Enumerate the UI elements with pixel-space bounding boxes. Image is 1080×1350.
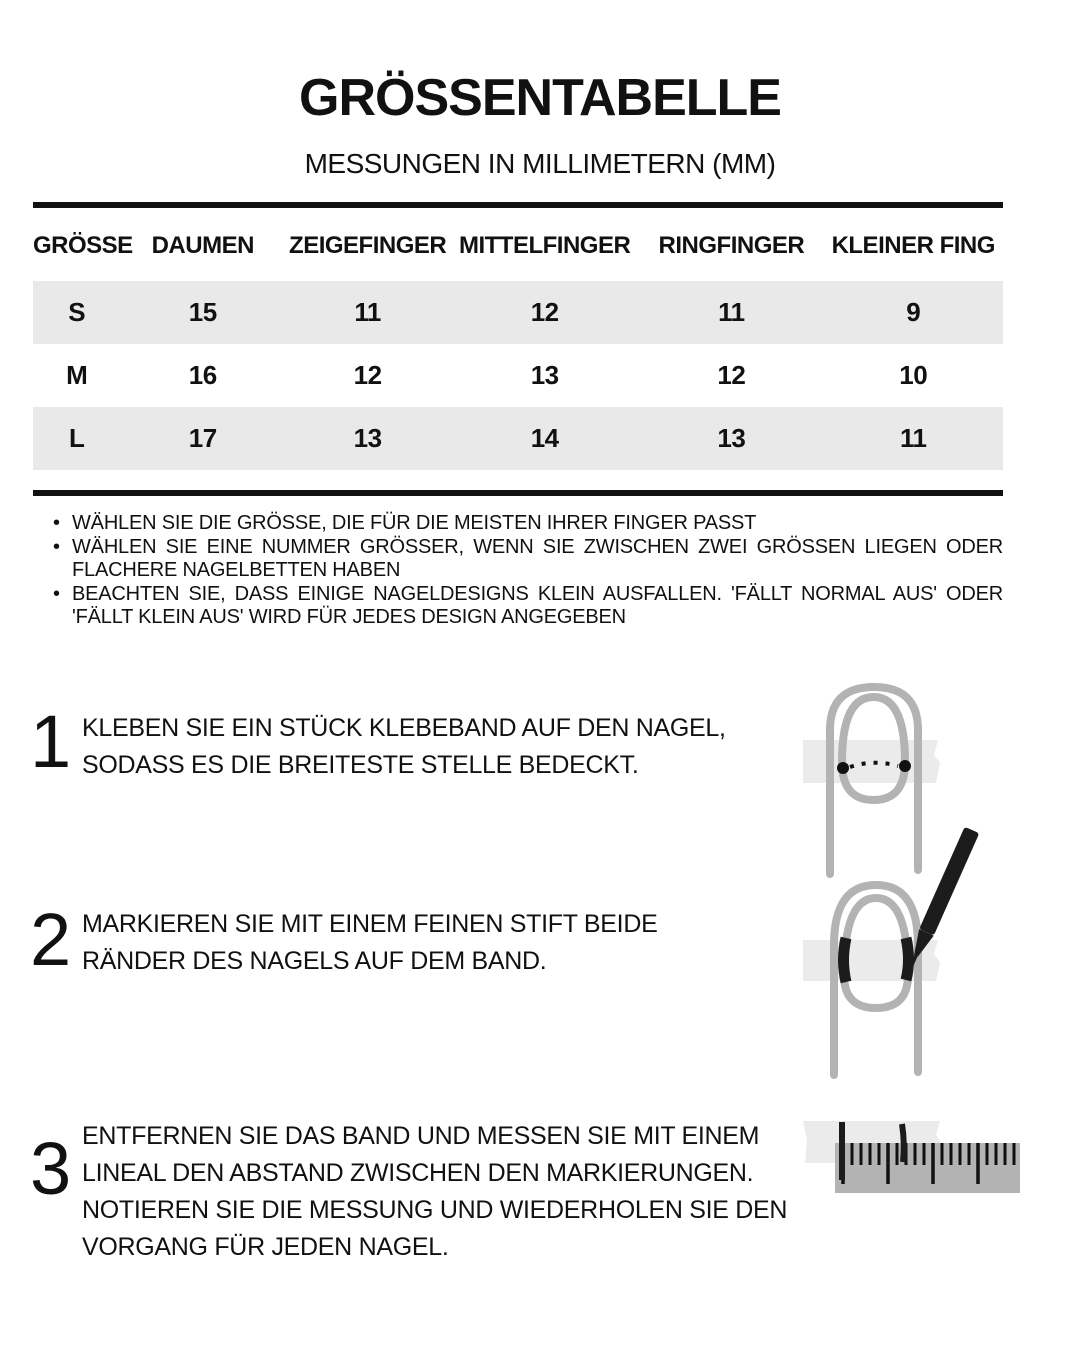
table-row-size-l bbox=[33, 407, 1003, 470]
step-1-line: SODASS ES DIE BREITESTE STELLE BEDECKT. bbox=[82, 751, 639, 779]
page-title: GRÖSSENTABELLE bbox=[299, 69, 781, 127]
note-item bbox=[52, 536, 1003, 583]
step-3-line: LINEAL DEN ABSTAND ZWISCHEN DEN MARKIERUNGEN. bbox=[82, 1159, 754, 1187]
table-row-size-s bbox=[33, 281, 1003, 344]
cell-size-label: M bbox=[66, 360, 88, 390]
step-2-number: 2 bbox=[30, 898, 72, 981]
note-text: • BEACHTEN SIE, DASS EINIGE NAGELDESIGNS KLEIN AUSFALLEN. 'FÄLLT NORMAL AUS' ODER bbox=[72, 582, 1003, 605]
cell-size-label: S bbox=[68, 297, 86, 327]
table-row-size-m bbox=[33, 344, 1003, 407]
divider-top bbox=[33, 202, 1003, 208]
finger-marker-pen-illustration bbox=[780, 820, 1080, 1082]
cell-value: 17 bbox=[188, 423, 217, 453]
column-header-zeigefinger: ZEIGEFINGER bbox=[289, 232, 447, 259]
cell-value: 13 bbox=[530, 360, 559, 390]
step-2-line: MARKIEREN SIE MIT EINEM FEINEN STIFT BEIDE bbox=[82, 910, 658, 938]
cell-value: 16 bbox=[188, 360, 217, 390]
cell-value: 11 bbox=[899, 423, 927, 453]
step-3-line: NOTIEREN SIE DIE MESSUNG UND WIEDERHOLEN SIE DEN bbox=[82, 1196, 788, 1224]
notes-list bbox=[52, 512, 1003, 630]
nail-edge-mark-left bbox=[844, 938, 847, 982]
size-table-header-row bbox=[33, 224, 1003, 268]
cell-value: 15 bbox=[188, 297, 217, 327]
size-table-body bbox=[33, 281, 1003, 470]
cell-value: 12 bbox=[717, 360, 746, 390]
note-text: FLACHERE NAGELBETTEN HABEN bbox=[72, 559, 401, 581]
ruler-measurement-illustration bbox=[795, 1110, 1040, 1210]
note-item bbox=[52, 583, 1003, 630]
cell-value: 11 bbox=[354, 297, 381, 327]
column-header-groesse: GRÖSSE bbox=[33, 232, 133, 259]
tape-mark-right bbox=[902, 1124, 904, 1162]
cell-value: 12 bbox=[530, 297, 559, 327]
cell-value: 9 bbox=[906, 297, 921, 327]
cell-value: 13 bbox=[353, 423, 382, 453]
cell-size-label: L bbox=[68, 423, 85, 453]
step-1-line: KLEBEN SIE EIN STÜCK KLEBEBAND AUF DEN NAGEL, bbox=[82, 714, 726, 742]
step-1-number: 1 bbox=[30, 700, 72, 783]
note-text: 'FÄLLT KLEIN AUS' WIRD FÜR JEDES DESIGN ANGEGEBEN bbox=[72, 606, 626, 628]
measure-dot-right bbox=[899, 760, 911, 772]
measure-dot-left bbox=[837, 762, 849, 774]
step-1-text bbox=[82, 710, 726, 784]
step-2-line: RÄNDER DES NAGELS AUF DEM BAND. bbox=[82, 947, 547, 975]
cell-value: 14 bbox=[530, 423, 559, 453]
note-text: • WÄHLEN SIE EINE NUMMER GRÖSSER, WENN SIE ZWISCHEN ZWEI GRÖSSEN LIEGEN ODER bbox=[72, 535, 1003, 558]
page-subtitle: MESSUNGEN IN MILLIMETERN (MM) bbox=[304, 148, 776, 179]
ruler-body bbox=[835, 1143, 1020, 1193]
cell-value: 13 bbox=[717, 423, 746, 453]
step-3-number: 3 bbox=[30, 1127, 72, 1210]
step-3-line: ENTFERNEN SIE DAS BAND UND MESSEN SIE MIT EINEM bbox=[82, 1122, 760, 1150]
divider-bottom bbox=[33, 490, 1003, 496]
column-header-ringfinger: RINGFINGER bbox=[658, 232, 805, 259]
step-2-text bbox=[82, 906, 657, 980]
cell-value: 12 bbox=[353, 360, 382, 390]
column-header-daumen: DAUMEN bbox=[151, 232, 254, 259]
cell-value: 11 bbox=[718, 297, 745, 327]
nail-edge-mark-right bbox=[906, 938, 909, 980]
column-header-mittelfinger: MITTELFINGER bbox=[458, 232, 631, 259]
step-3-text bbox=[82, 1118, 787, 1266]
column-header-kleiner-finger: KLEINER FING bbox=[831, 232, 995, 259]
note-text: • WÄHLEN SIE DIE GRÖSSE, DIE FÜR DIE MEISTEN IHRER FINGER PASST bbox=[72, 512, 757, 534]
note-item bbox=[52, 512, 1003, 536]
cell-value: 10 bbox=[899, 360, 928, 390]
step-3-line: VORGANG FÜR JEDEN NAGEL. bbox=[82, 1233, 449, 1261]
size-table bbox=[33, 224, 1003, 470]
